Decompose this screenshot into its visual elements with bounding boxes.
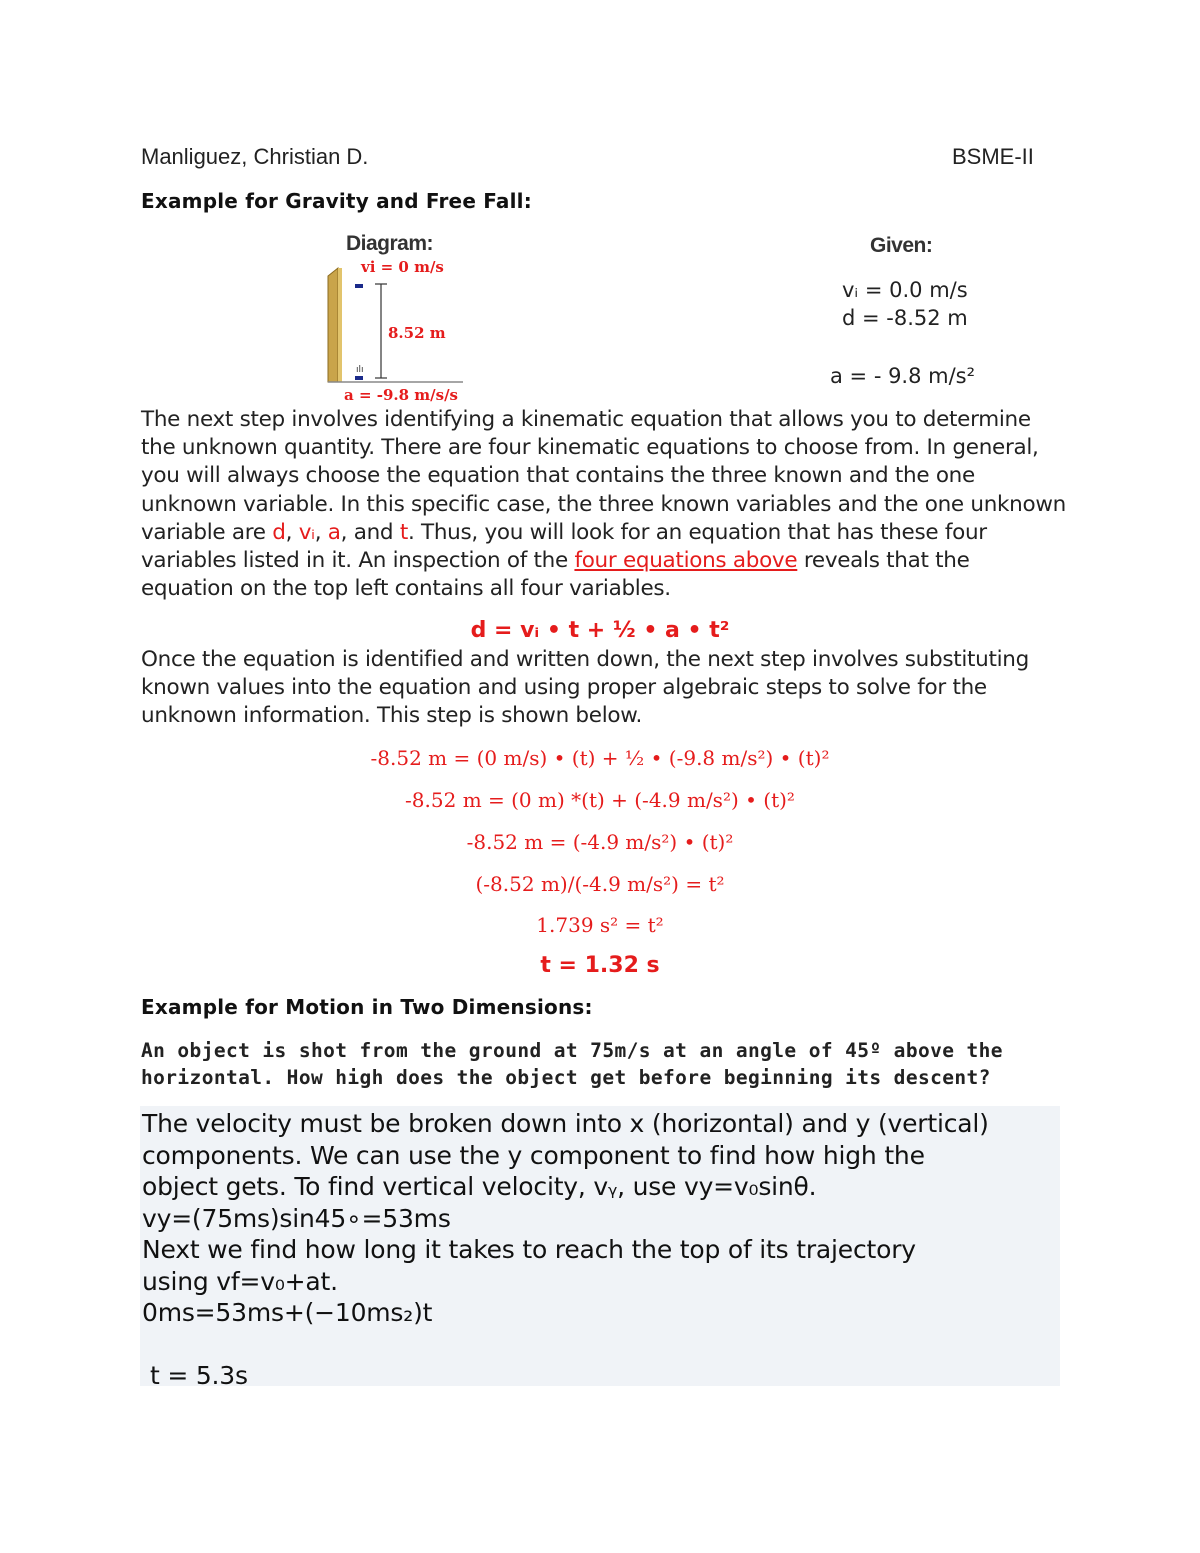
result-time: t = 1.32 s	[540, 953, 660, 978]
var-t: t	[399, 519, 408, 545]
solution-line: using vf=v₀+at.	[142, 1266, 338, 1296]
var-a: a	[327, 519, 341, 545]
section-title-motion: Example for Motion in Two Dimensions:	[141, 995, 593, 1019]
solution-result: t = 5.3s	[150, 1361, 248, 1390]
step-3: -8.52 m = (-4.9 m/s²) • (t)²	[466, 830, 734, 854]
explanation-paragraph: The next step involves identifying a kinematic equation that allows you to determine the unknown quantity. There are four kinematic equations to choose from. In general, you will always choose the equation that contains the three known and the one unknown variable. In this specific case, the three known variables and the one unknown variable are d, vᵢ, a, and t. Thus, you will look for an equation that has these four variables listed in it. An inspection of the four equations above reveals that the equation on the top left contains all four variables.	[141, 407, 1066, 602]
solution-line: 0ms=53ms+(−10ms₂)t	[142, 1298, 433, 1327]
solution-line: The velocity must be broken down into x (horizontal) and y (vertical)	[142, 1109, 989, 1138]
step-4: (-8.52 m)/(-4.9 m/s²) = t²	[475, 872, 725, 896]
vi-label: vi = 0 m/s	[361, 258, 444, 276]
building-shape	[328, 268, 338, 382]
problem-statement: An object is shot from the ground at 75m/s at an angle of 45º above the horizontal. How high does the object get before beginning its descent?	[141, 1039, 1003, 1089]
motion-marks: ılı	[356, 365, 364, 375]
acceleration-label: a = -9.8 m/s/s	[344, 386, 458, 404]
step-5: 1.739 s² = t²	[536, 913, 664, 937]
given-a: a = - 9.8 m/s²	[830, 364, 976, 388]
solution-line: object gets. To find vertical velocity, vᵧ, use vy=v₀sinθ.	[142, 1172, 817, 1201]
four-equations-link[interactable]: four equations above	[574, 548, 798, 574]
given-d: d = -8.52 m	[842, 306, 968, 330]
free-fall-diagram	[320, 232, 470, 407]
solution-line: Next we find how long it takes to reach the top of its trajectory	[142, 1235, 916, 1264]
top-object	[355, 284, 363, 288]
course-label: BSME-II	[952, 144, 1034, 169]
section-title-gravity: Example for Gravity and Free Fall:	[141, 189, 532, 213]
distance-label: 8.52 m	[388, 324, 446, 342]
bottom-object	[355, 376, 363, 380]
step-1: -8.52 m = (0 m/s) • (t) + ½ • (-9.8 m/s²) • (t)²	[370, 746, 830, 770]
substitution-paragraph: Once the equation is identified and written down, the next step involves substituting known values into the equation and using proper algebraic steps to solve for the unknown information. This step is shown below.	[141, 647, 1029, 729]
step-2: -8.52 m = (0 m) *(t) + (-4.9 m/s²) • (t)²	[405, 788, 795, 812]
student-name: Manliguez, Christian D.	[141, 144, 369, 169]
given-vi: vᵢ = 0.0 m/s	[842, 278, 968, 302]
var-vi: vᵢ	[298, 519, 315, 545]
solution-line: components. We can use the y component to find how high the	[142, 1140, 925, 1170]
building-edge	[338, 268, 342, 382]
kinematic-equation: d = vᵢ • t + ½ • a • t²	[470, 618, 730, 643]
var-d: d	[272, 519, 286, 545]
diagram-title: Diagram:	[346, 232, 434, 255]
given-title: Given:	[870, 234, 933, 257]
solution-line: vy=(75ms)sin45∘=53ms	[142, 1203, 451, 1233]
solution-text	[142, 1108, 1060, 1392]
